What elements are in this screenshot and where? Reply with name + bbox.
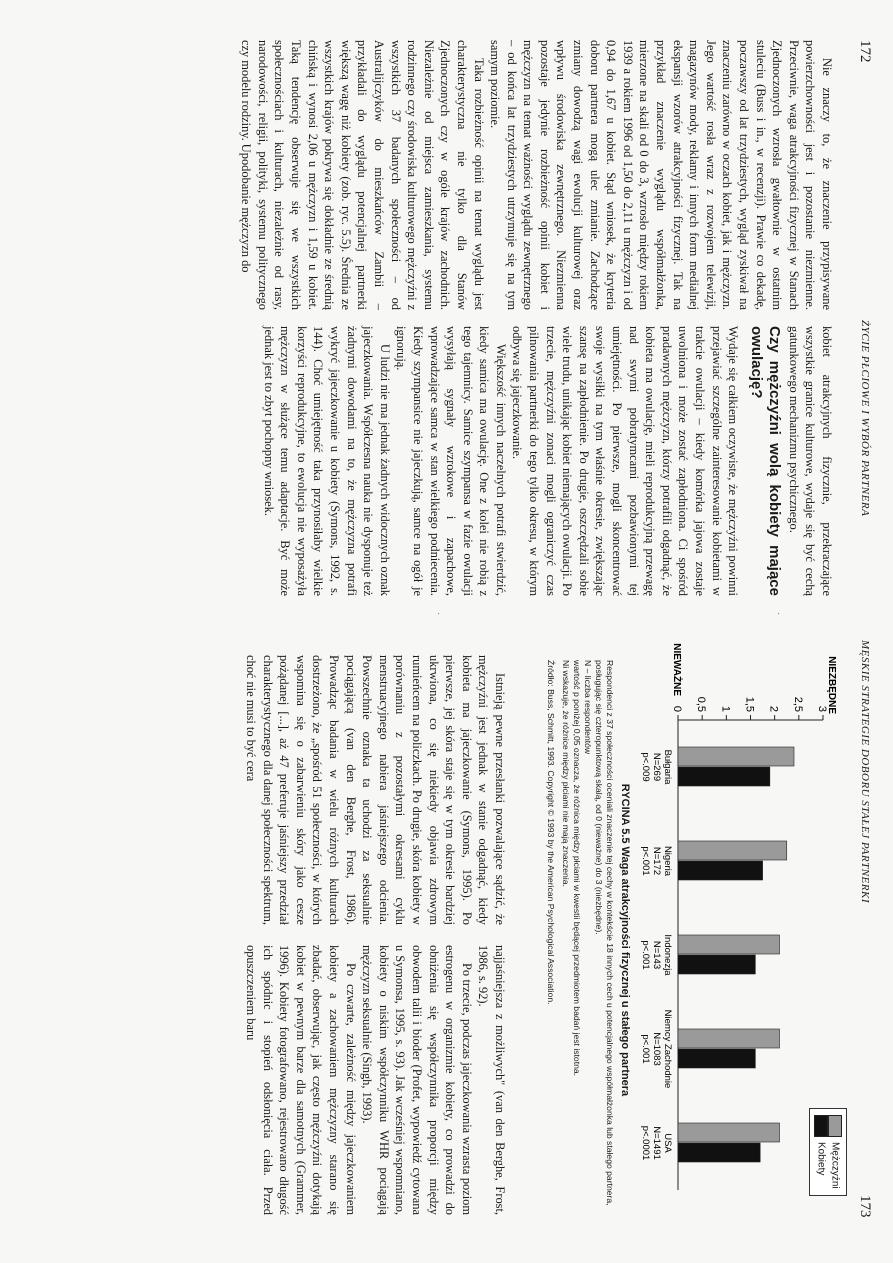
category-label: Nigeria (662, 845, 673, 877)
bar-women (678, 767, 770, 786)
category-label: N=1491 (651, 1126, 662, 1160)
legend-label: Mężczyźni (829, 1142, 841, 1189)
y-tick-label: 3 (816, 705, 828, 712)
paragraph: Taka rozbieżność opinii na temat wyglądu jest charakterystyczna nie tylko dla Stanów Zjednoczonych czy w ogóle krajów zachodnich. Niezależnie od miejsca zamieszkania, systemu rodzinnego czy środowiska kulturowego mężczyźni z wszystkich 37 badanych społeczności – od Australijczyków do mieszkańców Zambii – przykładali do wyglądu potencjalnej partnerki większą wagę niż kobiety (zob. ryc. 5.5). Średnia ze wszystkich krajów pokrywa się dokładnie ze średnią chińską i wynosi 2,06 u mężczyzn i 1,59 u kobiet. Taką tendencję obserwuje się we wszystkich społecznościach i kulturach, niezależnie od rasy, narodowości, religii, polityki, systemu politycznego czy modelu rodziny. Upodobanie mężczyzn do (239, 40, 486, 310)
category-label: USA (662, 1133, 673, 1153)
legend-item (814, 1115, 828, 1189)
figure-source: Źródło: Buss, Schmitt, 1993. Copyright © 1993 by the American Psychological Association. (546, 660, 556, 1005)
category-label: p<.001 (640, 846, 651, 876)
right-column-2 (243, 945, 509, 1215)
chart-legend (809, 1108, 847, 1196)
paragraph: U ludzi nie ma jednak żadnych widocznych oznak jajeczkowania. Współczesna nauka nie dysponuje też żadnymi dowodami na to, że mężczyzna potrafi wykryć jajeczkowanie u kobiety (Symons, 1992, s. 144). Choć umiejętność taka przynosiłaby wielkie korzyści reprodukcyjne, to ewolucja nie wyposażyła mężczyzn w służące temu adaptacje. Być może jednak jest to zbyt pochopny wniosek. (261, 326, 392, 596)
y-tick-label: 0 (671, 705, 683, 712)
bar-women (678, 1049, 755, 1068)
chart-labels (640, 750, 673, 1161)
category-label: Niemcy Zachodnie (662, 1009, 673, 1089)
left-column-2 (260, 326, 835, 596)
paragraph: najjaśniejsza z możliwych" (van den Berghe, Frost, 1986, s. 92). (476, 945, 507, 1215)
bar-men (678, 1123, 780, 1142)
page-number-right: 173 (857, 1195, 873, 1218)
category-label: N=1083 (651, 1032, 662, 1066)
paragraph: Wydaje się całkiem oczywiste, że mężczyźni powinni przejawiać szczególne zainteresowanie kobietami w trakcie owulacji – kiedy komórka jajowa zostaje uwolniona i może zostać zapłodniona. Ci spośród pradawnych mężczyzn, którzy potrafili odgadnąć, że kobieta ma owulację, mieli reprodukcyjną przewagę nad swymi pobratymcami pozbawionymi tej umiejętności. Po pierwsze, mogli skoncentrować swoje wysiłki na tym właśnie okresie, zwiększając szansę na zapłodnienie. Po drugie, oszczędzali sobie wiele trudu, unikając kobiet niemających owulacji. Po trzecie, mężczyźni zonaci mogli ograniczyć czas pilnowania partnerki do tego tylko okresu, w którym odbywa się jajeczkowanie. (510, 326, 741, 596)
figure-caption: RYCINA 5.5 Waga atrakcyjności fizycznej u stałego partnera (619, 783, 631, 1097)
figure-note: Ni wskazuje, że różnice między płciami nie mają znaczenia. (561, 660, 571, 887)
paragraph: Po trzecie, podczas jajeczkowania wzrasta poziom estrogenu w organizmie kobiety, co prowadzi do obniżenia się współczynnika proporcji między obwodem talii i bioder (Profet, wypowiedź cytowana u Symonsa, 1995, s. 93). Jak wcześniej wspomniano, kobiety o niskim współczynniku WHR pociągają mężczyzn seksualnie (Singh, 1993). (360, 945, 474, 1215)
bar-women (678, 955, 755, 974)
paragraph: Po czwarte, zależność między jajeczkowaniem kobiety a zachowaniem mężczyzny starano się zbadać, obserwując, jak często mężczyźni dotykają kobiet w pewnym barze dla samotnych (Grammer, 1996). Kobiety fotografowano, rejestrowano długość ich spódnic i stopień odsłonięcia ciała. Przed opuszczeniem baru (244, 945, 358, 1215)
bar-men (678, 747, 794, 766)
category-label: N=172 (651, 846, 662, 876)
figure-note: Respondenci z 37 społeczności oceniali znaczenie tej cechy w kontekście 18 innych cech u potencjalnego współmałżonka lub stałego partnera, posługując się czteropunktową skalą, od 0 (nieważne) do 3 (niezbędne). (594, 660, 615, 1206)
y-axis-label-top: NIEZBĘDNE (826, 656, 837, 714)
bar-women (678, 861, 763, 880)
bar-women (678, 1143, 760, 1162)
category-label: N=269 (651, 752, 662, 782)
figure-caption-block (545, 660, 631, 1220)
bar-men (678, 841, 787, 860)
figure-note: wartość p poniżej 0,05 oznacza, że różnica między płciami w kwestii będącej przedmiotem badań jest istotna. (572, 660, 582, 1077)
gutter-mark: · (772, 612, 783, 616)
category-label: p<.001 (640, 940, 651, 970)
y-tick-label: 2 (767, 705, 780, 712)
legend-swatch-men (828, 1115, 842, 1137)
category-label: p<.0001 (640, 1125, 651, 1161)
paragraph: Istnieją pewne przesłanki pozwalające sądzić, że mężczyźni jest jednak w stanie odgadnąć, kiedy kobieta ma jajeczkowanie (Symons, 1995). Po pierwsze, jej skóra staje się w tym okresie bardziej ukrwiona, co się niekiedy objawia zdrowym rumieńcem na policzkach. Po drugie, skóra kobiety w porównaniu z pozostałymi okresami cyklu menstruacyjnego nabiera jaśniejszego odcienia. Powszechnie oznaka ta uchodzi za seksualnie pociągającą (van den Berghe, Frost, 1986). Prowadząc badania w wielu różnych kulturach dostrzeżono, że „spośród 51 społeczności, w których wspomina się o zabarwieniu skóry jako cesze pożądanej [...], aż 47 preferuje jaśniejszy przedział charakterystycznego dla danej społeczności spektrum, choć nie musi to być cera (244, 655, 507, 925)
category-label: p<.009 (640, 752, 651, 782)
category-label: N=143 (651, 940, 662, 970)
legend-item (828, 1115, 842, 1189)
category-label: Bułgaria (662, 749, 673, 785)
paragraph: Większość innych naczelnych potrafi stwierdzić, kiedy samica ma owulację. One z kolei nie robią z tego tajemnicy. Samice szympansa w fazie owulacji wysyłają sygnały wzrokowe i zapachowe, wprowadzające samca w stan wielkiego podniecenia. Kiedy szympansice nie jajeczkują, samce na ogół je ignorują. (394, 326, 508, 596)
page-number-left: 172 (857, 40, 873, 63)
paragraph: kobiet atrakcyjnych fizycznie, przekraczające wszystkie granice kulturowe, wydaje się być cechą gatunkowego mechanizmu psychicznego. (786, 326, 834, 596)
gutter-mark: · (432, 612, 443, 616)
running-head-right: MĘSKIE STRATEGIE DOBORU STAŁEJ PARTNERKI (859, 640, 871, 903)
paragraph: Nie znaczy to, że znaczenie przypisywane powierzchowności jest i pozostanie niezmienne. Przeciwnie, waga atrakcyjności fizycznej w Stanach Zjednoczonych wzrosła gwałtownie w ostatnim stuleciu (Buss i in., w recenzji). Prawie co dekadę, poczawszy od lat trzydziestych, wygląd zyskiwał na znaczeniu zarówno w oczach kobiet, jak i mężczyzn. Jego wartość rosła wraz z rozwojem telewizji, magazynów mody, reklamy i innych form medialnej ekspansji wzorów atrakcyjności fizycznej. Tak na przykład znaczenie wyglądu współmałżonka, mierzone na skali od 0 do 3, wzrosło między rokiem 1939 a rokiem 1996 od 1,50 do 2,11 u mężczyzn i od 0,94 do 1,67 u kobiet. Stąd wniosek, że kryteria doboru partnera mogą ulec zmianie. Zachodzące zmiany dowodzą wagi ewolucji kulturowej oraz wpływu środowiska zewnętrznego. Niezmienna pozostaje jedynie rozbieżność opinii kobiet i mężczyzn na temat ważności wyglądu zewnętrznego – od końca lat trzydziestych utrzymuje się na tym samym poziomie. (488, 40, 834, 310)
chart-bars (678, 747, 794, 1162)
legend-label: Kobiety (815, 1142, 827, 1176)
right-column-1 (243, 655, 509, 925)
running-head-left: ŻYCIE PŁCIOWE I WYBÓR PARTNERA (859, 320, 871, 517)
category-label: Indonezja (662, 934, 673, 976)
category-label: p<.001 (640, 1034, 651, 1064)
y-tick-label: 0,5 (695, 696, 708, 712)
figure-note: N – liczba respondentów (583, 660, 593, 755)
y-tick-label: 2,5 (791, 696, 804, 712)
y-tick-label: 1,5 (743, 696, 756, 712)
bar-men (678, 935, 780, 954)
y-axis-label-bottom: NIEWAŻNE (671, 643, 682, 696)
legend-swatch-women (814, 1115, 828, 1137)
bar-men (678, 1029, 780, 1048)
left-column-1 (238, 40, 835, 310)
section-heading: Czy mężczyźni wolą kobiety mające owulację? (748, 326, 784, 596)
y-tick-label: 1 (719, 705, 732, 712)
